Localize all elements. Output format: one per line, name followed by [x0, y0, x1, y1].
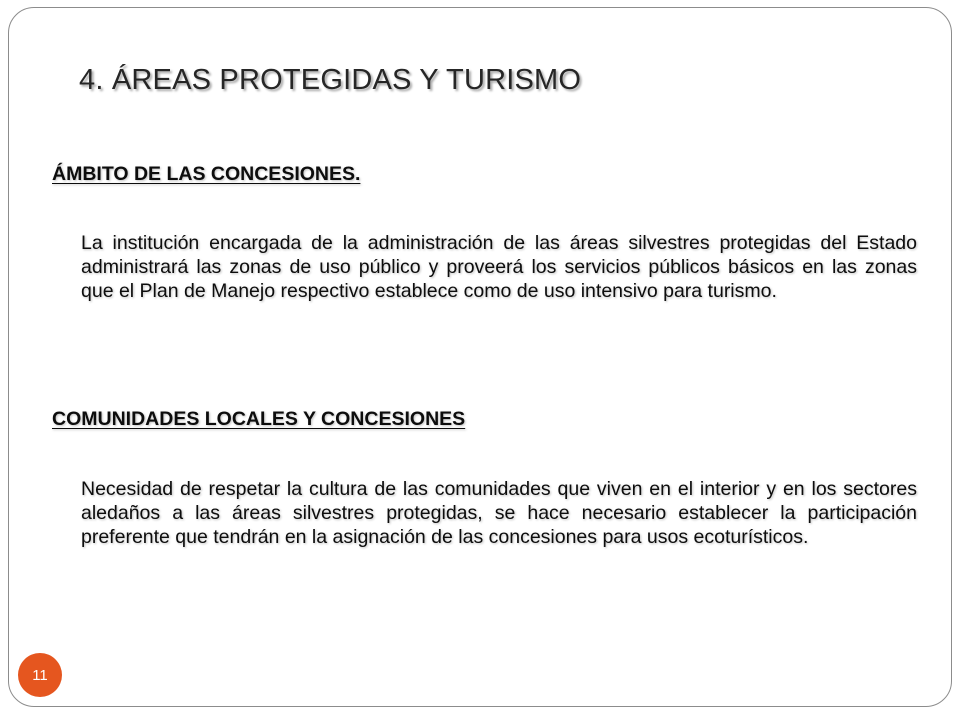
- slide-title: 4. ÁREAS PROTEGIDAS Y TURISMO: [79, 64, 582, 96]
- page-number-badge: [18, 653, 62, 697]
- slide-frame: [8, 7, 952, 707]
- page-number: 11: [32, 666, 48, 684]
- section-heading-comunidades: COMUNIDADES LOCALES Y CONCESIONES: [52, 408, 466, 430]
- section-body-comunidades: Necesidad de respetar la cultura de las comunidades que viven en el interior y en los sectores aledaños a las áreas silvestres protegidas, se hace necesario establecer la participación preferente que tendrán en la asignación de las concesiones para usos ecoturísticos.: [81, 478, 917, 548]
- section-body-ambito: La institución encargada de la administración de las áreas silvestres protegidas del Estado administrará las zonas de uso público y proveerá los servicios públicos básicos en las zonas que el Plan de Manejo respectivo establece como de uso intensivo para turismo.: [81, 232, 917, 302]
- section-heading-ambito: ÁMBITO DE LAS CONCESIONES.: [52, 163, 361, 185]
